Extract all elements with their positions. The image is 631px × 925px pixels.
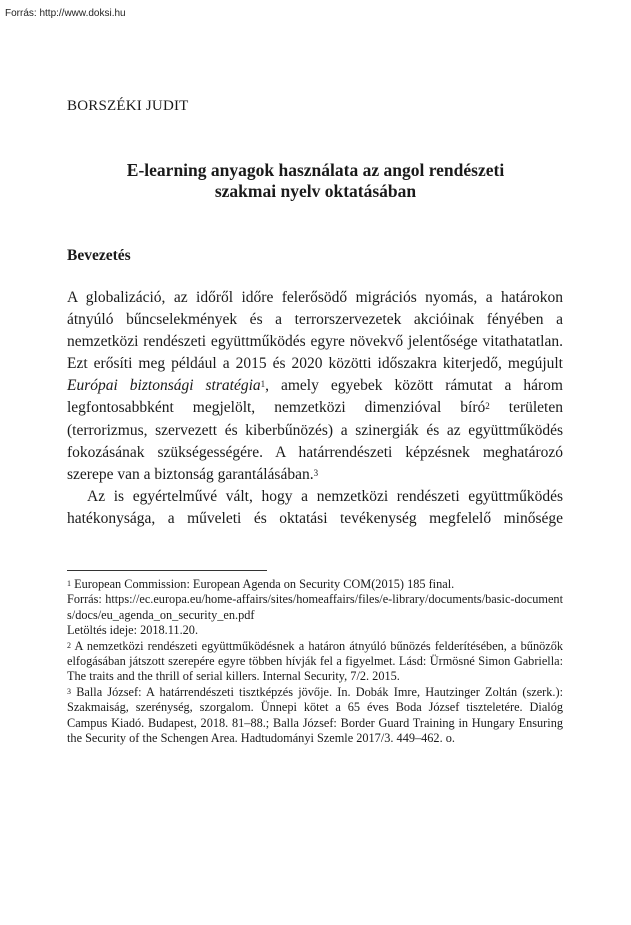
footnote-2: [67, 639, 563, 685]
author-name: BORSZÉKI JUDIT: [67, 98, 189, 114]
source-label: Forrás: http://www.doksi.hu: [5, 8, 126, 19]
strategy-title: Európai biztonsági stratégia: [67, 377, 261, 395]
footnote-2-text: A nemzetközi rendészeti együttműködésnek a határon átnyúló bűnözés felderítésében, a bűnözők elfogásában játszott szerepére egyre többen hívják fel a figyelmet. Lásd: Ürmösné Simon Gabriella: The traits and the thrill of serial killers. Internal Security, 7/2. 2015.: [67, 638, 563, 684]
footnote-divider: [67, 570, 267, 571]
body-text: [67, 287, 563, 530]
footnote-3-text: Balla József: A határrendészeti tisztképzés jövője. In. Dobák Imre, Hautzinger Zoltán (szerk.): Szakmaiság, szerénység, szorgalom. Ünnepi kötet a 65 éves Boda József tiszteletére. Dialóg Campus Kiadó. Budapest, 2018. 81–88.; Balla József: Border Guard Training in Hungary Ensuring the Security of the Schengen Area. Hadtudományi Szemle 2017/3. 449–462. o.: [67, 684, 563, 746]
paragraph-1: [67, 287, 563, 486]
footnote-ref-2: 2: [485, 401, 490, 412]
footnote-1: [67, 577, 563, 592]
paragraph-1-part-2: , amely egyebek között rámutat a három legfontosabbként megjelölt, nemzetközi dimenzióval bíró: [67, 377, 563, 417]
footnote-ref-3: 3: [313, 467, 319, 478]
section-heading: Bevezetés: [67, 247, 131, 264]
footnote-3-number: 3: [67, 686, 71, 696]
footnote-1-date: Letöltés ideje: 2018.11.20.: [67, 623, 199, 638]
title-line-1: E-learning anyagok használata az angol rendészeti: [126, 160, 505, 180]
footnote-ref-1: 1: [260, 379, 266, 390]
footnote-1-number: 1: [67, 579, 71, 588]
footnotes: [67, 577, 563, 746]
paragraph-2: Az is egyértelművé vált, hogy a nemzetközi rendészeti együttműködés hatékonysága, a műveleti és oktatási tevékenység megfelelő minősége: [67, 487, 563, 527]
footnote-3: [67, 685, 563, 747]
title-line-2: szakmai nyelv oktatásában: [214, 181, 417, 201]
paragraph-1-part-1: A globalizáció, az időről időre felerősödő migrációs nyomás, a határokon átnyúló bűncselekmények és a terrorszervezetek akcióinak fényében a nemzetközi rendészeti együttműködés egyre növekvő jelentősége vitathatatlan. Ezt erősíti meg például a 2015 és 2020 közötti időszakra kiterjedő, megújult: [67, 289, 563, 373]
article-title: [67, 160, 564, 202]
footnote-1-line-1: European Commission: European Agenda on Security COM(2015) 185 final.: [71, 577, 455, 591]
footnote-1-source: Forrás: https://ec.europa.eu/home-affairs/sites/homeaffairs/files/e-library/documents/basic-documents/docs/eu_agenda_on_security_en.pdf: [67, 592, 563, 622]
paragraph-1-part-3: területen (terrorizmus, szervezett és kiberbűnözés) a szinergiák és az együttműködés fokozásának szükségességére. A határrendészeti képzésnek meghatározó szerepe van a biztonság garantálásában.: [67, 399, 563, 483]
footnote-2-number: 2: [67, 640, 71, 650]
